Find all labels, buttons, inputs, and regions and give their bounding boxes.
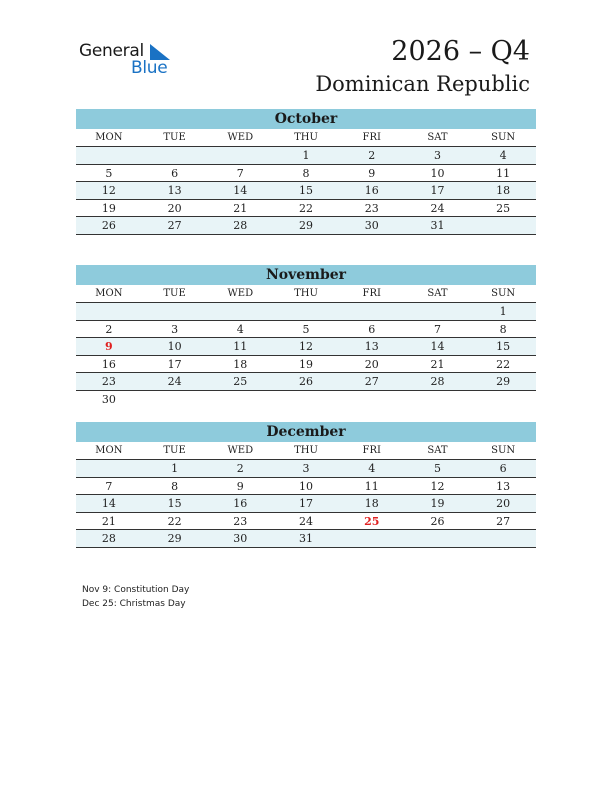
logo (79, 41, 179, 81)
day-cell: 21 (233, 201, 248, 215)
day-cell: 23 (364, 201, 379, 215)
day-cell: 25 (233, 375, 248, 388)
day-cell: 25 (496, 201, 511, 215)
weekday-label: SAT (427, 445, 448, 456)
day-cell: 15 (299, 184, 314, 197)
day-cell (405, 391, 471, 409)
day-cell: 14 (430, 340, 445, 353)
day-cell: 14 (233, 184, 248, 197)
weekday-label: THU (294, 288, 318, 299)
day-cell: 8 (499, 322, 507, 336)
day-cell (273, 391, 339, 409)
week-row (76, 391, 536, 409)
day-cell: 18 (496, 184, 511, 197)
day-cell: 3 (302, 462, 310, 475)
weekday-label: WED (227, 132, 254, 143)
day-cell: 17 (430, 184, 445, 197)
day-cell (76, 460, 142, 477)
day-cell: 3 (171, 322, 179, 336)
day-cell: 4 (499, 149, 507, 162)
weekday-label: SUN (491, 445, 516, 456)
day-cell: 29 (496, 375, 511, 388)
month-name: December (76, 422, 536, 442)
weekday-label: WED (227, 288, 254, 299)
month-name: November (76, 265, 536, 285)
day-cell: 13 (364, 340, 379, 353)
day-cell (470, 530, 536, 547)
day-cell: 22 (496, 357, 511, 371)
week-row (76, 303, 536, 321)
day-cell: 7 (236, 166, 244, 180)
day-cell: 26 (101, 219, 116, 232)
day-cell (142, 391, 208, 409)
day-cell: 31 (299, 532, 314, 545)
day-cell: 28 (430, 375, 445, 388)
week-row (76, 356, 536, 374)
day-cell (339, 303, 405, 320)
day-cell: 27 (496, 514, 511, 528)
day-cell: 26 (430, 514, 445, 528)
day-cell: 16 (364, 184, 379, 197)
day-cell: 7 (105, 479, 113, 493)
page-title: 2026 – Q4 (391, 36, 530, 67)
day-cell: 12 (299, 340, 314, 353)
day-cell: 27 (167, 219, 182, 232)
day-cell: 3 (433, 149, 441, 162)
day-cell (142, 147, 208, 164)
day-cell (76, 147, 142, 164)
week-row (76, 478, 536, 496)
day-cell (76, 303, 142, 320)
month-calendar-november (76, 265, 536, 408)
day-cell: 26 (299, 375, 314, 388)
weekday-label: THU (294, 132, 318, 143)
day-cell: 13 (167, 184, 182, 197)
weekday-header-row (76, 285, 536, 303)
day-cell (470, 391, 536, 409)
day-cell: 27 (364, 375, 379, 388)
day-cell: 30 (364, 219, 379, 232)
logo-word-general: General (79, 41, 144, 61)
week-row (76, 200, 536, 218)
weekday-label: TUE (163, 288, 186, 299)
day-cell: 29 (167, 532, 182, 545)
weekday-label: MON (95, 445, 123, 456)
day-cell: 20 (364, 357, 379, 371)
day-cell: 23 (233, 514, 248, 528)
day-cell: 6 (499, 462, 507, 475)
day-cell: 30 (233, 532, 248, 545)
weekday-label: SUN (491, 132, 516, 143)
week-row (76, 217, 536, 235)
country-subtitle: Dominican Republic (315, 72, 530, 96)
week-row (76, 513, 536, 531)
day-cell: 29 (299, 219, 314, 232)
weekday-label: THU (294, 445, 318, 456)
day-cell: 15 (496, 340, 511, 353)
day-cell (339, 391, 405, 409)
day-cell: 10 (430, 166, 445, 180)
day-cell: 20 (167, 201, 182, 215)
day-cell: 19 (101, 201, 116, 215)
holiday-note: Nov 9: Constitution Day (82, 585, 190, 595)
day-cell: 6 (368, 322, 376, 336)
day-cell: 12 (430, 479, 445, 493)
day-cell: 30 (101, 392, 116, 406)
day-cell: 17 (299, 497, 314, 510)
weekday-header-row (76, 129, 536, 147)
holiday-notes (82, 583, 189, 611)
day-cell: 4 (368, 462, 376, 475)
week-row (76, 165, 536, 183)
day-cell: 4 (236, 322, 244, 336)
day-cell (273, 303, 339, 320)
day-cell: 20 (496, 497, 511, 510)
day-cell: 9 (236, 479, 244, 493)
day-cell: 5 (105, 166, 113, 180)
day-cell: 6 (171, 166, 179, 180)
day-cell: 28 (233, 219, 248, 232)
day-cell: 7 (433, 322, 441, 336)
day-cell: 8 (302, 166, 310, 180)
day-cell (405, 303, 471, 320)
day-cell: 21 (430, 357, 445, 371)
day-cell (207, 303, 273, 320)
weekday-label: SUN (491, 288, 516, 299)
day-cell (207, 147, 273, 164)
week-row (76, 182, 536, 200)
day-cell (405, 530, 471, 547)
day-cell (339, 530, 405, 547)
day-cell: 8 (171, 479, 179, 493)
day-cell: 21 (101, 514, 116, 528)
week-row (76, 373, 536, 391)
month-name: October (76, 109, 536, 129)
day-cell: 17 (167, 357, 182, 371)
week-row (76, 460, 536, 478)
week-row (76, 495, 536, 513)
day-cell: 1 (499, 305, 507, 318)
day-cell: 5 (302, 322, 310, 336)
weekday-label: FRI (362, 132, 381, 143)
day-cell: 18 (233, 357, 248, 371)
day-cell: 11 (364, 479, 379, 493)
weekday-header-row (76, 442, 536, 460)
day-cell: 28 (101, 532, 116, 545)
day-cell: 31 (430, 219, 445, 232)
holiday-note: Dec 25: Christmas Day (82, 599, 186, 609)
day-cell: 14 (101, 497, 116, 510)
holiday-day-cell: 9 (105, 340, 113, 353)
week-row (76, 147, 536, 165)
holiday-day-cell: 25 (364, 514, 380, 528)
day-cell: 22 (299, 201, 314, 215)
day-cell (470, 217, 536, 234)
day-cell: 1 (302, 149, 310, 162)
weekday-label: MON (95, 288, 123, 299)
week-row (76, 321, 536, 339)
weekday-label: SAT (427, 132, 448, 143)
day-cell: 2 (105, 322, 113, 336)
week-row (76, 338, 536, 356)
day-cell: 1 (171, 462, 179, 475)
day-cell: 2 (236, 462, 244, 475)
day-cell: 19 (299, 357, 314, 371)
day-cell (207, 391, 273, 409)
day-cell: 10 (167, 340, 182, 353)
month-calendar-october (76, 109, 536, 235)
day-cell: 15 (167, 497, 182, 510)
weekday-label: FRI (362, 445, 381, 456)
day-cell: 10 (299, 479, 314, 493)
day-cell: 19 (430, 497, 445, 510)
weekday-label: MON (95, 132, 123, 143)
day-cell: 22 (167, 514, 182, 528)
weekday-label: WED (227, 445, 254, 456)
day-cell: 11 (233, 340, 248, 353)
day-cell: 16 (101, 357, 116, 371)
day-cell: 16 (233, 497, 248, 510)
day-cell: 24 (299, 514, 314, 528)
day-cell: 23 (101, 375, 116, 388)
logo-word-blue: Blue (131, 58, 168, 78)
day-cell: 18 (364, 497, 379, 510)
day-cell: 13 (496, 479, 511, 493)
day-cell: 24 (430, 201, 445, 215)
day-cell: 2 (368, 149, 376, 162)
weekday-label: FRI (362, 288, 381, 299)
day-cell: 5 (433, 462, 441, 475)
day-cell: 24 (167, 375, 182, 388)
week-row (76, 530, 536, 548)
day-cell (142, 303, 208, 320)
weekday-label: TUE (163, 132, 186, 143)
day-cell: 11 (496, 166, 511, 180)
day-cell: 12 (101, 184, 116, 197)
month-calendar-december (76, 422, 536, 548)
day-cell: 9 (368, 166, 376, 180)
weekday-label: SAT (427, 288, 448, 299)
weekday-label: TUE (163, 445, 186, 456)
